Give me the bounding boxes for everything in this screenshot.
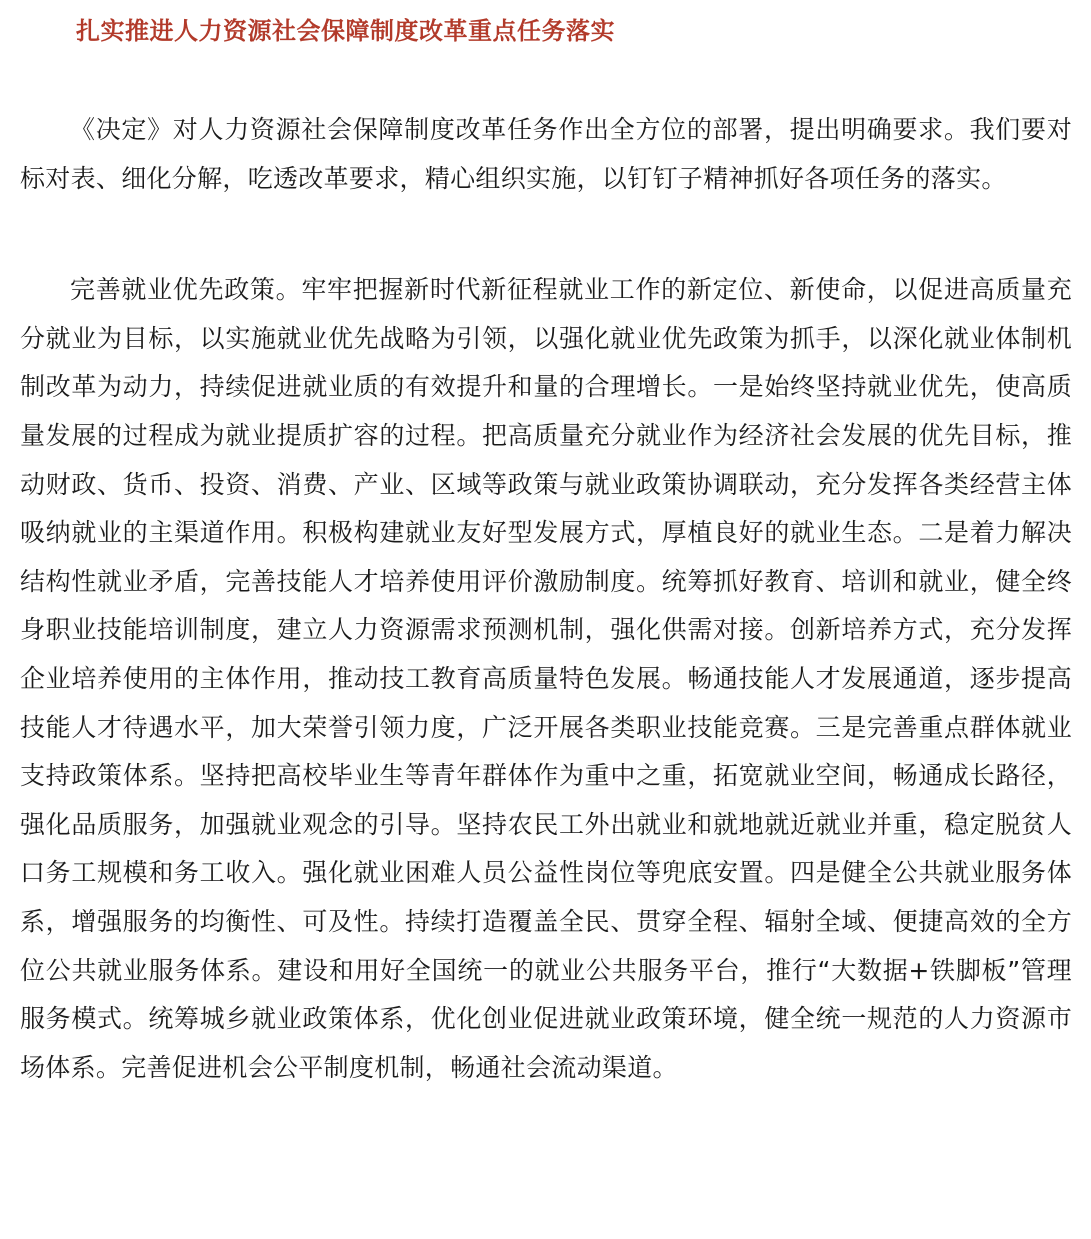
article	[20, 0, 1072, 1092]
section-heading: 扎实推进人力资源社会保障制度改革重点任务落实	[76, 17, 615, 45]
intro-paragraph: 《决定》对人力资源社会保障制度改革任务作出全方位的部署，提出明确要求。我们要对标对表、细化分解，吃透改革要求，精心组织实施，以钉钉子精神抓好各项任务的落实。	[20, 115, 1072, 193]
employment-policy-paragraph: 完善就业优先政策。牢牢把握新时代新征程就业工作的新定位、新使命，以促进高质量充分就业为目标，以实施就业优先战略为引领，以强化就业优先政策为抓手，以深化就业体制机制改革为动力，持续促进就业质的有效提升和量的合理增长。一是始终坚持就业优先，使高质量发展的过程成为就业提质扩容的过程。把高质量充分就业作为经济社会发展的优先目标，推动财政、货币、投资、消费、产业、区域等政策与就业政策协调联动，充分发挥各类经营主体吸纳就业的主渠道作用。积极构建就业友好型发展方式，厚植良好的就业生态。二是着力解决结构性就业矛盾，完善技能人才培养使用评价激励制度。统筹抓好教育、培训和就业，健全终身职业技能培训制度，建立人力资源需求预测机制，强化供需对接。创新培养方式，充分发挥企业培养使用的主体作用，推动技工教育高质量特色发展。畅通技能人才发展通道，逐步提高技能人才待遇水平，加大荣誉引领力度，广泛开展各类职业技能竞赛。三是完善重点群体就业支持政策体系。坚持把高校毕业生等青年群体作为重中之重，拓宽就业空间，畅通成长路径，强化品质服务，加强就业观念的引导。坚持农民工外出就业和就地就近就业并重，稳定脱贫人口务工规模和务工收入。强化就业困难人员公益性岗位等兜底安置。四是健全公共就业服务体系，增强服务的均衡性、可及性。持续打造覆盖全民、贯穿全程、辐射全域、便捷高效的全方位公共就业服务体系。建设和用好全国统一的就业公共服务平台，推行“大数据+铁脚板”管理服务模式。统筹城乡就业政策体系，优化创业促进就业政策环境，健全统一规范的人力资源市场体系。完善促进机会公平制度机制，畅通社会流动渠道。	[20, 275, 1072, 1082]
